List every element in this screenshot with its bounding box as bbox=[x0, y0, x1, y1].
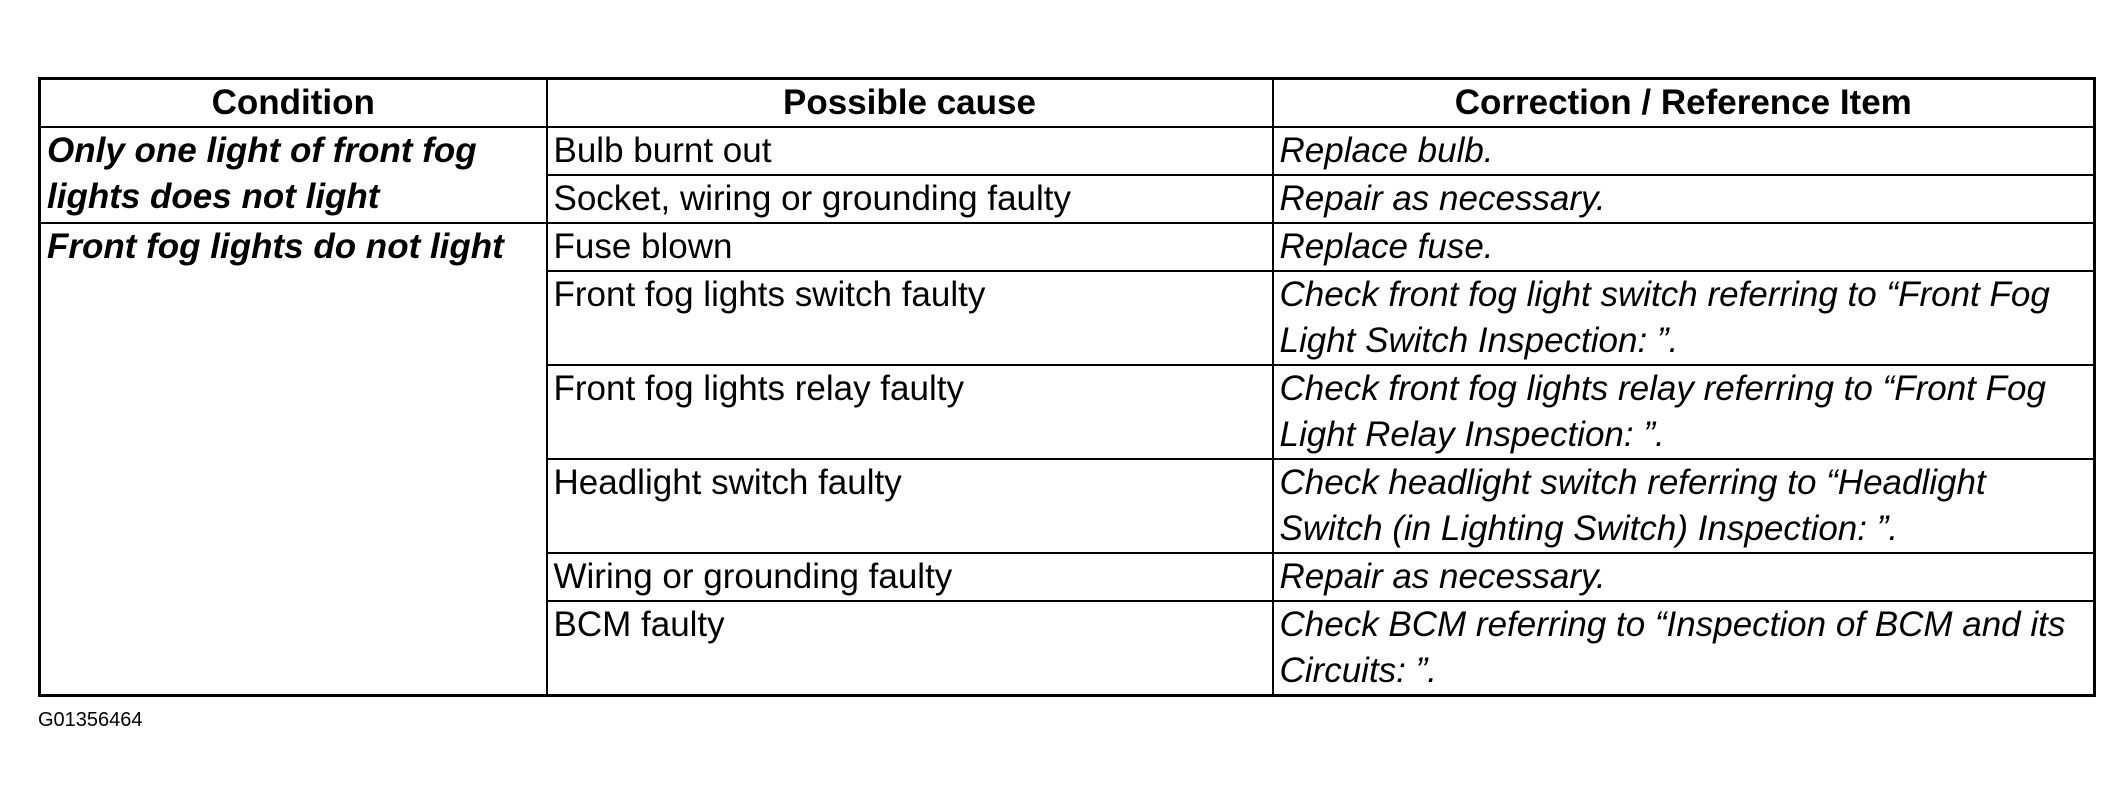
figure-id: G01356464 bbox=[38, 709, 143, 731]
correction-cell: Check BCM referring to “Inspection of BCM and its Circuits: ”. bbox=[1273, 601, 2095, 696]
table-row bbox=[40, 223, 2095, 271]
cause-cell: Front fog lights relay faulty bbox=[547, 365, 1273, 459]
header-row bbox=[40, 79, 2095, 128]
table-row bbox=[40, 127, 2095, 175]
correction-cell: Repair as necessary. bbox=[1273, 175, 2095, 223]
correction-cell: Check headlight switch referring to “Headlight Switch (in Lighting Switch) Inspection: ”. bbox=[1273, 459, 2095, 553]
cause-cell: Bulb burnt out bbox=[547, 127, 1273, 175]
cause-cell: Headlight switch faulty bbox=[547, 459, 1273, 553]
diagnosis-table bbox=[38, 77, 2096, 697]
cause-cell: Socket, wiring or grounding faulty bbox=[547, 175, 1273, 223]
condition-cell: Only one light of front fog lights does not light bbox=[40, 127, 547, 223]
correction-cell: Replace fuse. bbox=[1273, 223, 2095, 271]
correction-cell: Replace bulb. bbox=[1273, 127, 2095, 175]
cause-cell: Fuse blown bbox=[547, 223, 1273, 271]
cause-cell: Wiring or grounding faulty bbox=[547, 553, 1273, 601]
correction-cell: Check front fog light switch referring to “Front Fog Light Switch Inspection: ”. bbox=[1273, 271, 2095, 365]
correction-cell: Repair as necessary. bbox=[1273, 553, 2095, 601]
cause-cell: BCM faulty bbox=[547, 601, 1273, 696]
correction-cell: Check front fog lights relay referring to “Front Fog Light Relay Inspection: ”. bbox=[1273, 365, 2095, 459]
condition-cell: Front fog lights do not light bbox=[40, 223, 547, 696]
header-possible-cause: Possible cause bbox=[547, 79, 1273, 128]
cause-cell: Front fog lights switch faulty bbox=[547, 271, 1273, 365]
header-condition: Condition bbox=[40, 79, 547, 128]
header-correction: Correction / Reference Item bbox=[1273, 79, 2095, 128]
